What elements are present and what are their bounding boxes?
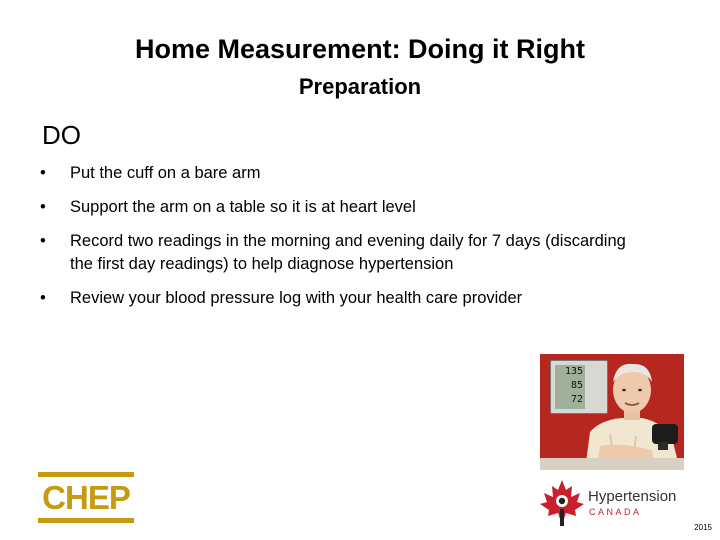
section-heading: DO (42, 120, 81, 150)
bullet-list (40, 162, 640, 321)
bullet-text: Support the arm on a table so it is at heart level (70, 198, 416, 216)
list-item (40, 196, 640, 219)
bullet-text: Put the cuff on a bare arm (70, 164, 261, 182)
bullet-icon: • (40, 198, 46, 216)
blood-pressure-photo (540, 354, 684, 470)
slide-subtitle: Preparation (298, 74, 422, 99)
logo-bar-bottom (38, 518, 134, 523)
hypertension-logo-name: Hypertension (588, 488, 677, 505)
diastolic-reading: 85 (570, 380, 583, 391)
bullet-icon: • (40, 232, 46, 250)
systolic-reading: 135 (564, 366, 583, 377)
bullet-icon: • (40, 289, 46, 307)
monitor-screen (555, 365, 585, 409)
list-item (40, 287, 640, 310)
bullet-text: Review your blood pressure log with your health care provider (70, 289, 523, 307)
logo-bar-top (38, 472, 134, 477)
slide-year: 2015 (694, 523, 712, 532)
list-item (40, 162, 640, 185)
bp-monitor (550, 360, 608, 414)
hypertension-logo-country: CANADA (589, 507, 642, 517)
chep-logo-text: CHEP (42, 479, 130, 516)
slide-title: Home Measurement: Doing it Right (134, 34, 586, 64)
list-item (40, 230, 640, 276)
bullet-text: Record two readings in the morning and evening daily for 7 days (discarding the first day readings) to help diagnose hypertension (70, 232, 626, 273)
bullet-icon: • (40, 164, 46, 182)
chep-logo (38, 472, 134, 524)
pulse-reading: 72 (570, 394, 583, 405)
maple-leaf-icon (536, 478, 588, 528)
hypertension-canada-logo (536, 478, 706, 528)
